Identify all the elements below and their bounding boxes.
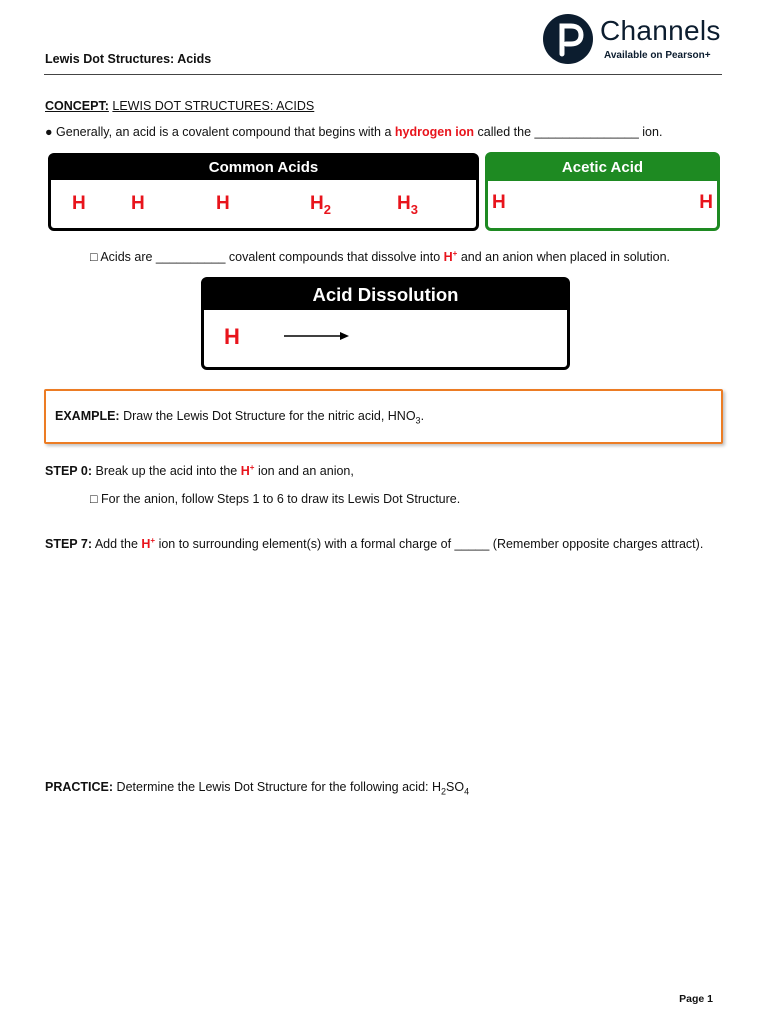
pearson-logo-icon: [543, 14, 593, 64]
example-box: [44, 389, 723, 444]
practice-body: Determine the Lewis Dot Structure for the following acid: $H_2SO_4$: [116, 780, 470, 797]
dissolution-h: H: [224, 324, 240, 349]
step-0-h-plus: H+: [240, 463, 255, 479]
acetic-acid-header: Acetic Acid: [488, 155, 717, 181]
page-number: Page 1: [679, 993, 713, 1005]
acid-dissolution-header: Acid Dissolution: [204, 280, 567, 310]
step-7-pre: Add the: [94, 537, 138, 552]
common-acid-h2: $H_2$: [310, 193, 331, 217]
header-divider: [44, 74, 722, 75]
channels-logo-subtitle: Available on Pearson+: [604, 50, 711, 61]
common-acid-h3: $H_3$: [397, 193, 418, 217]
step-0-subpoint: □ For the anion, follow Steps 1 to 6 to draw its Lewis Dot Structure.: [90, 492, 461, 506]
example-body: Draw the Lewis Dot Structure for the nitric acid, $HNO_3$.: [123, 409, 425, 426]
practice: [45, 780, 469, 797]
step-7: [45, 536, 703, 551]
example-label: EXAMPLE:: [55, 409, 120, 423]
common-acid-h-2: H: [131, 193, 145, 214]
concept-title: LEWIS DOT STRUCTURES: ACIDS: [112, 99, 315, 113]
concept-bullet-pre: ● Generally, an acid is a covalent compound that begins with a: [45, 125, 392, 139]
concept-bullet-post: called the _______________ ion.: [477, 125, 663, 139]
common-acids-box: [48, 153, 479, 231]
concept-label: CONCEPT:: [45, 99, 109, 113]
step-0-pre: Break up the acid into the: [95, 464, 238, 479]
channels-logo-text: Channels: [600, 15, 721, 46]
h-plus-ion: H+: [443, 249, 458, 265]
acids-definition-pre: □ Acids are __________ covalent compounds that dissolve into: [90, 250, 441, 265]
acid-dissolution-box: [201, 277, 570, 370]
step-7-post: ion to surrounding element(s) with a formal charge of _____ (Remember opposite charges attract).: [158, 537, 704, 552]
pearson-p-glyph: [543, 14, 593, 64]
concept-heading: [45, 99, 314, 113]
acetic-acid-box: [485, 152, 720, 231]
example-text: [55, 409, 424, 426]
common-acid-h-1: H: [72, 193, 86, 214]
common-acid-h-3: H: [216, 193, 230, 214]
common-acids-header: Common Acids: [51, 156, 476, 180]
reaction-arrow-icon: [284, 330, 350, 342]
step-7-h-plus: H+: [141, 536, 156, 552]
acids-definition-post: and an anion when placed in solution.: [460, 250, 670, 265]
acetic-acid-h-right: H: [699, 192, 713, 213]
concept-bullet: [45, 125, 662, 139]
document-title: Lewis Dot Structures: Acids: [45, 52, 212, 66]
concept-bullet-highlight: hydrogen ion: [394, 125, 475, 139]
acetic-acid-h-left: H: [492, 192, 506, 213]
step-0-label: STEP 0:: [45, 464, 93, 479]
step-0: [45, 463, 354, 478]
step-7-label: STEP 7:: [45, 537, 93, 552]
step-0-post: ion and an anion,: [257, 464, 354, 479]
acids-definition: [90, 249, 670, 264]
practice-label: PRACTICE:: [45, 780, 114, 794]
